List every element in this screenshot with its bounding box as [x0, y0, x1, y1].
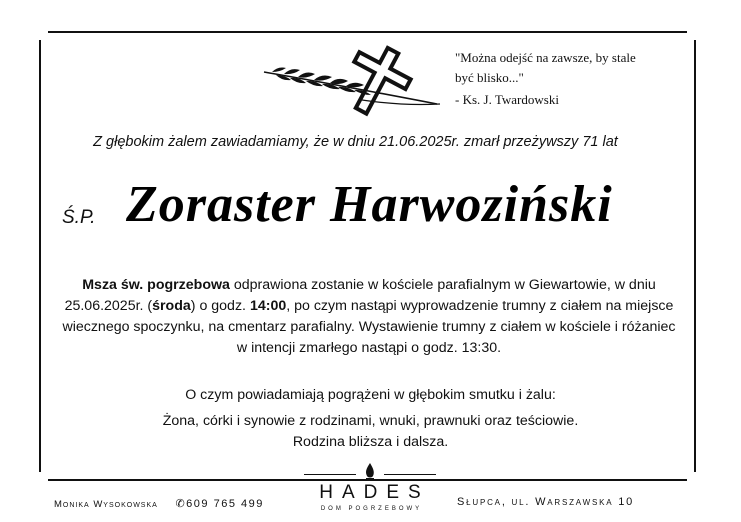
mass-weekday: środa	[152, 298, 191, 314]
footer-contact	[54, 497, 264, 510]
quote-author: - Ks. J. Twardowski	[455, 92, 559, 107]
frame-corner-tl	[34, 26, 48, 40]
mass-text-1: odprawiona zostanie w kościele parafialnym w Giewartowie, w dniu 25.06.2025r. (	[64, 277, 656, 314]
contact-name: Monika Wysokowska	[54, 499, 158, 510]
quote-block	[455, 48, 695, 110]
phone-wrap	[175, 498, 263, 510]
logo-line-right	[384, 474, 436, 475]
intro-text: Z głębokim żalem zawiadamiamy, że w dniu 21.06.2025r. zmarł przeżywszy 71 lat	[93, 134, 618, 150]
mass-info	[58, 275, 680, 359]
brand-name: HADES	[319, 482, 430, 503]
mass-title: Msza św. pogrzebowa	[82, 277, 230, 293]
quote-line-1: "Można odejść na zawsze, by stale	[455, 50, 636, 65]
hades-logo	[300, 462, 440, 522]
mass-text-3: , po czym nastąpi wyprowadzenie trumny z ciałem na miejsce wiecznego spoczynku, na cmentarz parafialny. Wystawienie trumny z ciałem w kościele i różaniec w intencji zmarłego nastąpi o godz. 13:30.	[62, 298, 676, 356]
mass-text-2: ) o godz.	[190, 298, 250, 314]
name-prefix: Ś.P.	[62, 207, 96, 228]
flame-icon	[363, 462, 377, 482]
frame-corner-bl	[34, 472, 48, 486]
deceased-name: Zoraster Harwoziński	[126, 176, 613, 233]
closing-line-2: Żona, córki i synowie z rodzinami, wnuki, prawnuki oraz teściowie.	[162, 413, 579, 429]
closing-line-3: Rodzina bliższa i dalsza.	[292, 434, 449, 450]
closing-line-1: O czym powiadamiają pogrążeni w głębokim smutku i żalu:	[185, 387, 556, 403]
frame-corner-br	[687, 472, 701, 486]
closing-block	[0, 385, 741, 453]
logo-line-left	[304, 474, 356, 475]
mass-time: 14:00	[249, 298, 287, 314]
phone-icon: ✆	[175, 498, 187, 510]
quote-line-2: być blisko..."	[455, 70, 524, 85]
footer-address: Słupca, ul. Warszawska 10	[457, 496, 635, 508]
frame-corner-tr	[687, 26, 701, 40]
cross-with-palm-icon	[262, 42, 442, 122]
brand-subtitle: DOM POGRZEBOWY	[320, 506, 423, 512]
phone-number: 609 765 499	[186, 498, 264, 510]
